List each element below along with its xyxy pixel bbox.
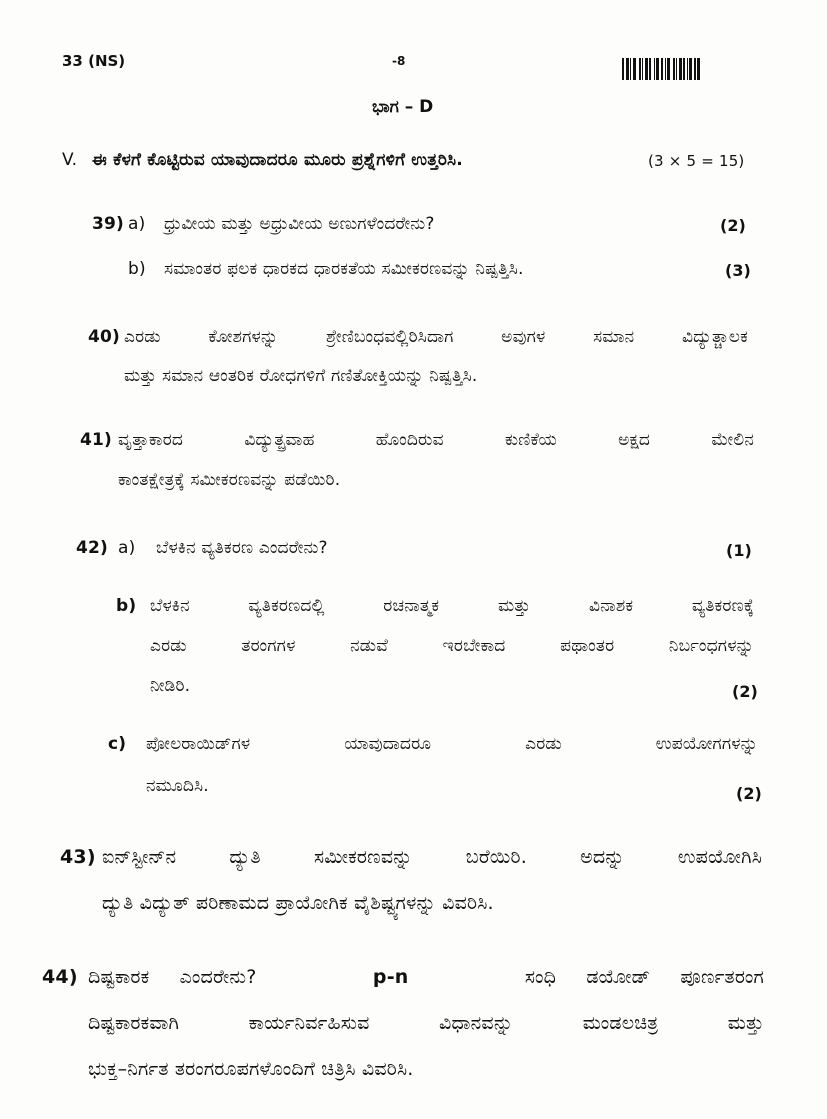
- paper-code: 33 (NS): [62, 52, 126, 70]
- q42-number: 42): [76, 538, 109, 558]
- section-number: V.: [62, 150, 78, 170]
- q40-number: 40): [88, 327, 121, 347]
- q42-c-line-1: ಪೋಲರಾಯಿಡ್‌ಗಳ ಯಾವುದಾದರೂ ಎರಡು ಉಪಯೋಗಗಳನ್ನು: [146, 734, 758, 754]
- q43-line-2: ದ್ಯುತಿ ವಿದ್ಯುತ್ ಪರಿಣಾಮದ ಪ್ರಾಯೋಗಿಕ ವೈಶಿಷ್ಟ್ಯಗಳನ್ನು ವಿವರಿಸಿ.: [102, 892, 494, 914]
- q39-a-text: ಧ್ರುವೀಯ ಮತ್ತು ಅಧ್ರುವೀಯ ಅಣುಗಳೆಂದರೇನು?: [164, 214, 435, 234]
- q42-c-line-2: ನಮೂದಿಸಿ.: [146, 776, 209, 796]
- q40-line-1: ಎರಡು ಕೋಶಗಳನ್ನು ಶ್ರೇಣಿಬಂಧವಲ್ಲಿರಿಸಿದಾಗ ಅವುಗಳ ಸಮಾನ ವಿದ್ಯುತ್ಚಾಲಕ: [124, 327, 748, 347]
- q44-line-1-end: ಸಂಧಿ ಡಯೋಡ್ ಪೂರ್ಣತರಂಗ: [524, 966, 764, 988]
- page-number: -8: [392, 54, 406, 68]
- q42-b-line-1: ಬೆಳಕಿನ ವ್ಯತಿಕರಣದಲ್ಲಿ ರಚನಾತ್ಮಕ ಮತ್ತು ವಿನಾಶಕ ವ್ಯತಿಕರಣಕ್ಕೆ: [150, 596, 754, 616]
- q41-number: 41): [80, 430, 113, 450]
- q44-line-1-start: ದಿಷ್ಟಕಾರಕ ಎಂದರೇನು?: [88, 966, 257, 988]
- q42-a-text: ಬೆಳಕಿನ ವ್ಯತಿಕರಣ ಎಂದರೇನು?: [156, 538, 328, 558]
- q41-line-1: ವೃತ್ತಾಕಾರದ ವಿದ್ಯುತ್ಪ್ರವಾಹ ಹೊಂದಿರುವ ಕುಣಿಕೆಯ ಅಕ್ಷದ ಮೇಲಿನ: [118, 430, 754, 450]
- q39-b-marks: (3): [725, 261, 751, 280]
- q42-b-line-2: ಎರಡು ತರಂಗಗಳ ನಡುವೆ ಇರಬೇಕಾದ ಪಥಾಂತರ ನಿರ್ಬಂಧಗಳನ್ನು: [150, 636, 754, 656]
- q44-number: 44): [42, 966, 78, 988]
- q41-line-2: ಕಾಂತಕ್ಷೇತ್ರಕ್ಕೆ ಸಮೀಕರಣವನ್ನು ಪಡೆಯಿರಿ.: [118, 470, 341, 490]
- q39-a-marks: (2): [720, 216, 746, 235]
- q44-line-1: [88, 966, 764, 988]
- q44-pn: p-n: [372, 966, 409, 988]
- q42-b-label: b): [116, 596, 137, 616]
- q42-a-marks: (1): [726, 541, 752, 560]
- q39-b-text: ಸಮಾಂತರ ಫಲಕ ಧಾರಕದ ಧಾರಕತೆಯ ಸಮೀಕರಣವನ್ನು ನಿಷ್ಪತ್ತಿಸಿ.: [164, 259, 524, 279]
- part-heading: ಭಾಗ – D: [372, 97, 434, 117]
- q43-line-1: ಐನ್‌ಸ್ಟೀನ್‌ನ ದ್ಯುತಿ ಸಮೀಕರಣವನ್ನು ಬರೆಯಿರಿ. ಅದನ್ನು ಉಪಯೋಗಿಸಿ: [102, 846, 762, 868]
- section-marks: (3 × 5 = 15): [648, 152, 745, 170]
- q42-b-line-3: ನೀಡಿರಿ.: [150, 676, 191, 696]
- q40-line-2: ಮತ್ತು ಸಮಾನ ಆಂತರಿಕ ರೋಧಗಳಿಗೆ ಗಣಿತೋಕ್ತಿಯನ್ನು ನಿಷ್ಪತ್ತಿಸಿ.: [124, 366, 478, 386]
- q44-line-3: ಭುಕ್ತ–ನಿರ್ಗತ ತರಂಗರೂಪಗಳೊಂದಿಗೆ ಚಿತ್ರಿಸಿ ವಿವರಿಸಿ.: [88, 1058, 414, 1080]
- q42-b-marks: (2): [732, 682, 758, 701]
- section-instruction: ಈ ಕೆಳಗೆ ಕೊಟ್ಟಿರುವ ಯಾವುದಾದರೂ ಮೂರು ಪ್ರಶ್ನೆಗಳಿಗೆ ಉತ್ತರಿಸಿ.: [92, 150, 463, 170]
- q42-c-marks: (2): [736, 784, 762, 803]
- q39-number: 39): [92, 214, 125, 234]
- q43-number: 43): [60, 846, 96, 868]
- q39-b-label: b): [128, 259, 146, 279]
- q44-line-2: ದಿಷ್ಟಕಾರಕವಾಗಿ ಕಾರ್ಯನಿರ್ವಹಿಸುವ ವಿಧಾನವನ್ನು ಮಂಡಲಚಿತ್ರ ಮತ್ತು: [88, 1012, 764, 1034]
- barcode-image: [622, 58, 700, 80]
- q39-a-label: a): [128, 214, 146, 234]
- q42-a-label: a): [118, 538, 136, 558]
- q42-c-label: c): [108, 734, 127, 754]
